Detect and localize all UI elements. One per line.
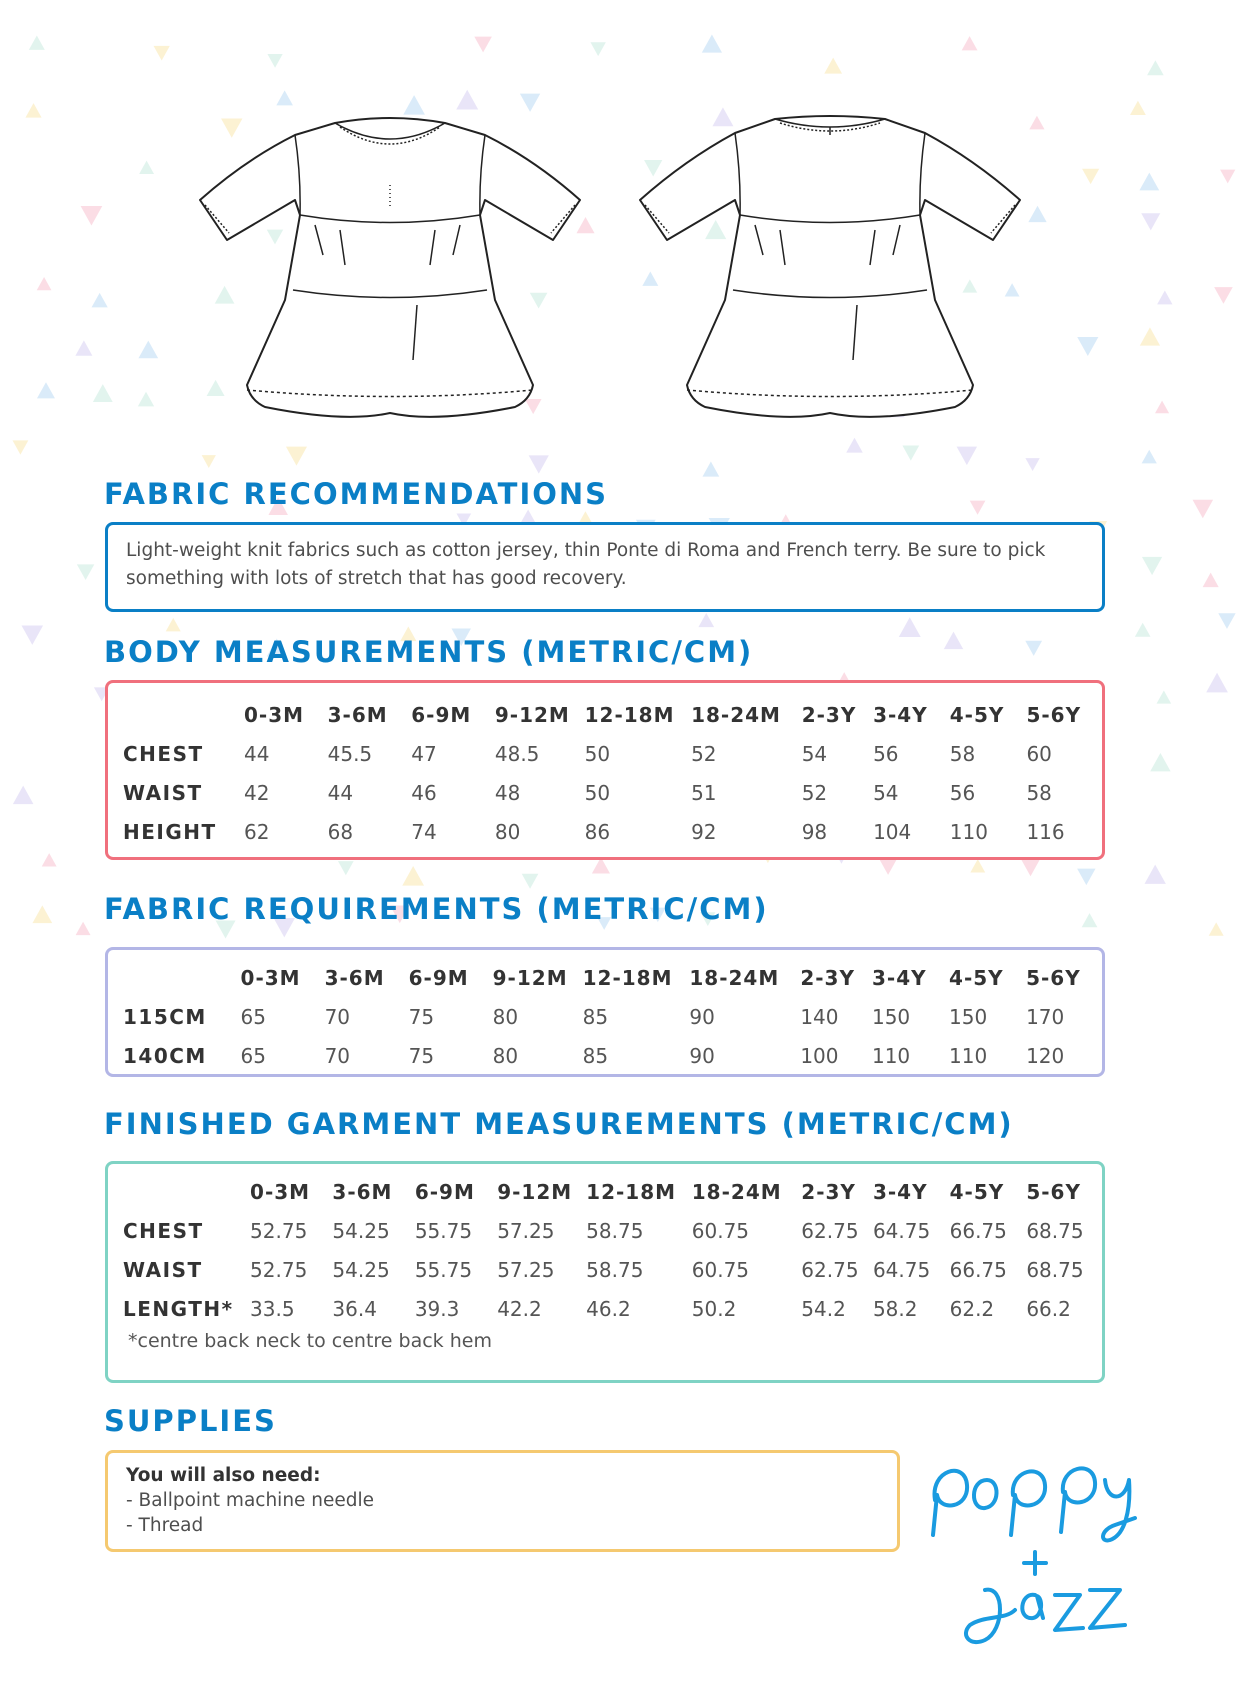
table-cell: 80 bbox=[492, 1043, 519, 1068]
confetti-triangle bbox=[957, 447, 977, 465]
confetti-triangle bbox=[1155, 401, 1169, 414]
confetti-triangle bbox=[276, 90, 293, 105]
size-header: 2-3Y bbox=[801, 1179, 856, 1204]
table-cell: 54.25 bbox=[332, 1218, 390, 1243]
confetti-triangle bbox=[1142, 557, 1162, 575]
confetti-triangle bbox=[13, 786, 34, 805]
table-cell: 68 bbox=[327, 819, 354, 844]
confetti-triangle bbox=[970, 859, 985, 872]
confetti-triangle bbox=[962, 36, 978, 50]
table-cell: 60.75 bbox=[691, 1257, 750, 1282]
table-cell: 42 bbox=[244, 780, 270, 805]
table-cell: 74 bbox=[411, 819, 437, 844]
table-cell: 48 bbox=[494, 780, 521, 805]
table-cell: 54.25 bbox=[332, 1257, 390, 1282]
table-cell: 62.2 bbox=[949, 1296, 995, 1321]
table-corner bbox=[123, 695, 244, 734]
confetti-triangle bbox=[1142, 450, 1157, 464]
supplies-item: - Thread bbox=[126, 1515, 204, 1536]
body-measurements-table bbox=[123, 695, 1102, 851]
table-cell: 52.75 bbox=[250, 1257, 308, 1282]
confetti-triangle bbox=[138, 392, 154, 407]
confetti-triangle bbox=[1193, 500, 1214, 518]
table-header-row bbox=[123, 958, 1102, 997]
size-header: 0-3M bbox=[240, 965, 301, 990]
table-cell: 42.2 bbox=[497, 1296, 542, 1321]
table-row bbox=[123, 734, 1102, 773]
supplies-title: SUPPLIES bbox=[104, 1404, 277, 1438]
table-cell: 62.75 bbox=[801, 1257, 859, 1282]
table-cell: 65 bbox=[240, 1043, 266, 1068]
table-corner bbox=[123, 958, 241, 997]
table-cell: 110 bbox=[949, 1043, 988, 1068]
confetti-triangle bbox=[286, 447, 307, 466]
confetti-triangle bbox=[1082, 913, 1098, 927]
confetti-triangle bbox=[698, 613, 714, 627]
confetti-triangle bbox=[1140, 327, 1160, 345]
size-header: 5-6Y bbox=[1026, 702, 1082, 727]
confetti-triangle bbox=[702, 35, 722, 53]
table-cell: 58.2 bbox=[872, 1296, 918, 1321]
size-header: 12-18M bbox=[586, 1179, 677, 1204]
table-cell: 48.5 bbox=[494, 741, 540, 766]
fabric-recommendations-box bbox=[105, 522, 1105, 612]
confetti-triangle bbox=[1147, 60, 1164, 75]
table-cell: 33.5 bbox=[250, 1296, 295, 1321]
supplies-item: - Ballpoint machine needle bbox=[126, 1490, 375, 1511]
size-header: 6-9M bbox=[414, 1179, 475, 1204]
table-cell: 54.2 bbox=[801, 1296, 846, 1321]
confetti-triangle bbox=[1135, 623, 1151, 637]
supplies-box bbox=[105, 1450, 900, 1552]
confetti-triangle bbox=[529, 455, 549, 473]
confetti-triangle bbox=[522, 874, 539, 889]
table-cell: 62 bbox=[244, 819, 270, 844]
confetti-triangle bbox=[1214, 287, 1233, 304]
table-cell: 52 bbox=[691, 741, 717, 766]
body-measurements-box bbox=[105, 680, 1105, 860]
confetti-triangle bbox=[899, 617, 921, 637]
size-header: 0-3M bbox=[244, 702, 305, 727]
table-cell: 150 bbox=[871, 1004, 911, 1029]
table-cell: 85 bbox=[582, 1043, 609, 1068]
table-cell: 85 bbox=[582, 1004, 609, 1029]
table-cell: 39.3 bbox=[414, 1296, 460, 1321]
table-cell: 52.75 bbox=[250, 1218, 308, 1243]
confetti-triangle bbox=[474, 37, 492, 53]
size-header: 3-6M bbox=[332, 1179, 393, 1204]
confetti-triangle bbox=[37, 382, 55, 398]
table-cell: 45.5 bbox=[327, 741, 373, 766]
table-corner bbox=[123, 1172, 250, 1211]
confetti-triangle bbox=[1145, 865, 1166, 884]
finished-garment-note: *centre back neck to centre back hem bbox=[128, 1330, 492, 1352]
table-cell: 55.75 bbox=[414, 1257, 473, 1282]
table-cell: 110 bbox=[871, 1043, 911, 1068]
table-row bbox=[123, 1289, 1102, 1328]
table-cell: 65 bbox=[240, 1004, 266, 1029]
confetti-triangle bbox=[93, 384, 113, 402]
table-cell: 56 bbox=[949, 780, 976, 805]
size-header: 3-4Y bbox=[872, 1179, 928, 1204]
size-header: 3-6M bbox=[327, 702, 388, 727]
confetti-triangle bbox=[92, 293, 108, 308]
table-cell: 55.75 bbox=[414, 1218, 473, 1243]
size-header: 5-6Y bbox=[1026, 1179, 1081, 1204]
row-label: HEIGHT bbox=[123, 819, 217, 844]
fabric-requirements-box bbox=[105, 947, 1105, 1077]
table-cell: 100 bbox=[800, 1043, 839, 1068]
table-cell: 58.75 bbox=[586, 1257, 644, 1282]
confetti-triangle bbox=[25, 103, 41, 118]
table-cell: 104 bbox=[873, 819, 912, 844]
confetti-triangle bbox=[970, 501, 986, 515]
fabric-requirements-title: FABRIC REQUIREMENTS (METRIC/CM) bbox=[104, 892, 769, 926]
confetti-triangle bbox=[1141, 213, 1160, 230]
size-header: 12-18M bbox=[582, 965, 673, 990]
finished-garment-title: FINISHED GARMENT MEASUREMENTS (METRIC/CM) bbox=[104, 1107, 1014, 1141]
size-header: 6-9M bbox=[408, 965, 469, 990]
table-cell: 57.25 bbox=[497, 1257, 555, 1282]
confetti-triangle bbox=[1021, 858, 1041, 876]
confetti-triangle bbox=[1082, 169, 1099, 184]
table-cell: 51 bbox=[691, 780, 717, 805]
confetti-triangle bbox=[703, 462, 720, 477]
confetti-triangle bbox=[32, 905, 52, 923]
confetti-triangle bbox=[824, 58, 842, 74]
table-cell: 92 bbox=[691, 819, 717, 844]
confetti-triangle bbox=[77, 564, 94, 580]
table-cell: 50.2 bbox=[691, 1296, 737, 1321]
size-header: 9-12M bbox=[497, 1179, 573, 1204]
table-cell: 44 bbox=[244, 741, 270, 766]
table-row bbox=[123, 812, 1102, 851]
confetti-triangle bbox=[1150, 753, 1170, 771]
confetti-triangle bbox=[202, 455, 216, 468]
table-cell: 90 bbox=[689, 1043, 715, 1068]
table-row bbox=[123, 773, 1102, 812]
finished-garment-box bbox=[105, 1161, 1105, 1383]
table-cell: 68.75 bbox=[1026, 1257, 1084, 1282]
table-cell: 140 bbox=[800, 1004, 839, 1029]
table-cell: 66.2 bbox=[1026, 1296, 1071, 1321]
table-cell: 58 bbox=[1026, 780, 1052, 805]
table-cell: 70 bbox=[324, 1004, 351, 1029]
table-cell: 80 bbox=[492, 1004, 519, 1029]
table-cell: 90 bbox=[689, 1004, 715, 1029]
confetti-triangle bbox=[37, 277, 52, 290]
table-cell: 64.75 bbox=[872, 1218, 931, 1243]
supplies-lead: You will also need: bbox=[126, 1465, 321, 1486]
size-header: 4-5Y bbox=[949, 1179, 1005, 1204]
size-header: 18-24M bbox=[691, 702, 781, 727]
size-header: 4-5Y bbox=[949, 965, 1004, 990]
confetti-triangle bbox=[138, 341, 158, 359]
table-cell: 60.75 bbox=[691, 1218, 750, 1243]
size-header: 5-6Y bbox=[1026, 965, 1081, 990]
row-label: WAIST bbox=[123, 780, 203, 805]
confetti-triangle bbox=[1157, 291, 1172, 305]
confetti-triangle bbox=[1209, 922, 1224, 935]
confetti-triangle bbox=[267, 54, 282, 68]
back-view-dress-sketch bbox=[625, 105, 1065, 435]
size-header: 0-3M bbox=[250, 1179, 311, 1204]
size-header: 6-9M bbox=[411, 702, 472, 727]
confetti-triangle bbox=[880, 860, 897, 875]
row-label: CHEST bbox=[123, 741, 204, 766]
confetti-triangle bbox=[1220, 170, 1235, 184]
confetti-triangle bbox=[1157, 690, 1172, 703]
size-header: 3-4Y bbox=[873, 702, 928, 727]
confetti-triangle bbox=[1077, 869, 1095, 886]
table-cell: 52 bbox=[801, 780, 828, 805]
table-cell: 47 bbox=[411, 741, 437, 766]
confetti-triangle bbox=[1025, 641, 1042, 656]
confetti-triangle bbox=[1130, 101, 1146, 115]
confetti-triangle bbox=[338, 861, 354, 875]
fabric-recommendations-text: Light-weight knit fabrics such as cotton jersey, thin Ponte di Roma and French terry. Be sure to pick something with lots of stretch that has good recovery. bbox=[126, 540, 1046, 589]
confetti-triangle bbox=[1077, 337, 1098, 356]
row-label: CHEST bbox=[123, 1218, 204, 1243]
table-cell: 58.75 bbox=[586, 1218, 644, 1243]
size-header: 3-4Y bbox=[871, 965, 927, 990]
table-cell: 75 bbox=[408, 1043, 435, 1068]
size-header: 18-24M bbox=[691, 1179, 782, 1204]
row-label: LENGTH* bbox=[123, 1296, 234, 1321]
size-header: 12-18M bbox=[584, 702, 675, 727]
table-cell: 54 bbox=[801, 741, 828, 766]
fabric-recommendations-title: FABRIC RECOMMENDATIONS bbox=[104, 477, 609, 511]
size-header: 9-12M bbox=[492, 965, 568, 990]
size-header: 9-12M bbox=[494, 702, 570, 727]
confetti-triangle bbox=[902, 446, 919, 461]
confetti-triangle bbox=[13, 440, 29, 454]
table-cell: 86 bbox=[584, 819, 611, 844]
confetti-triangle bbox=[590, 42, 605, 56]
confetti-triangle bbox=[1218, 613, 1235, 629]
table-cell: 50 bbox=[584, 741, 611, 766]
confetti-triangle bbox=[75, 340, 92, 355]
table-row bbox=[123, 997, 1102, 1036]
table-row bbox=[123, 1211, 1102, 1250]
table-cell: 54 bbox=[873, 780, 899, 805]
confetti-triangle bbox=[1206, 673, 1228, 693]
front-view-dress-sketch bbox=[185, 105, 625, 435]
confetti-triangle bbox=[1203, 573, 1219, 587]
size-header: 18-24M bbox=[689, 965, 780, 990]
table-cell: 36.4 bbox=[332, 1296, 377, 1321]
table-row bbox=[123, 1036, 1102, 1075]
table-cell: 50 bbox=[584, 780, 611, 805]
table-cell: 46 bbox=[411, 780, 437, 805]
table-cell: 150 bbox=[949, 1004, 988, 1029]
confetti-triangle bbox=[76, 922, 91, 935]
confetti-triangle bbox=[1139, 173, 1159, 191]
size-header: 4-5Y bbox=[949, 702, 1005, 727]
table-cell: 46.2 bbox=[586, 1296, 631, 1321]
table-cell: 75 bbox=[408, 1004, 435, 1029]
table-cell: 56 bbox=[873, 741, 899, 766]
table-cell: 68.75 bbox=[1026, 1218, 1084, 1243]
table-header-row bbox=[123, 1172, 1102, 1211]
finished-garment-table bbox=[123, 1172, 1102, 1328]
table-cell: 170 bbox=[1026, 1004, 1065, 1029]
size-header: 2-3Y bbox=[800, 965, 855, 990]
table-cell: 58 bbox=[949, 741, 976, 766]
poppy-jazz-logo bbox=[925, 1440, 1145, 1655]
confetti-triangle bbox=[1025, 458, 1039, 471]
table-cell: 116 bbox=[1026, 819, 1065, 844]
confetti-triangle bbox=[42, 853, 57, 866]
confetti-triangle bbox=[81, 206, 103, 226]
confetti-triangle bbox=[139, 161, 154, 174]
table-cell: 44 bbox=[327, 780, 354, 805]
row-label: 140CM bbox=[123, 1043, 207, 1068]
table-cell: 60 bbox=[1026, 741, 1052, 766]
table-cell: 57.25 bbox=[497, 1218, 555, 1243]
table-cell: 98 bbox=[801, 819, 828, 844]
body-measurements-title: BODY MEASUREMENTS (METRIC/CM) bbox=[104, 635, 754, 669]
table-cell: 110 bbox=[949, 819, 988, 844]
table-cell: 64.75 bbox=[872, 1257, 931, 1282]
row-label: 115CM bbox=[123, 1004, 207, 1029]
table-cell: 70 bbox=[324, 1043, 351, 1068]
confetti-triangle bbox=[944, 632, 963, 649]
table-cell: 62.75 bbox=[801, 1218, 859, 1243]
table-row bbox=[123, 1250, 1102, 1289]
table-cell: 120 bbox=[1026, 1043, 1065, 1068]
confetti-triangle bbox=[154, 46, 170, 61]
row-label: WAIST bbox=[123, 1257, 203, 1282]
table-cell: 66.75 bbox=[949, 1257, 1007, 1282]
fabric-requirements-table bbox=[123, 958, 1102, 1075]
confetti-triangle bbox=[402, 866, 424, 886]
size-header: 3-6M bbox=[324, 965, 385, 990]
size-header: 2-3Y bbox=[801, 702, 857, 727]
confetti-triangle bbox=[22, 625, 44, 644]
confetti-triangle bbox=[846, 438, 863, 453]
confetti-triangle bbox=[166, 618, 181, 631]
table-cell: 80 bbox=[494, 819, 521, 844]
table-header-row bbox=[123, 695, 1102, 734]
confetti-triangle bbox=[29, 35, 45, 49]
table-cell: 66.75 bbox=[949, 1218, 1007, 1243]
